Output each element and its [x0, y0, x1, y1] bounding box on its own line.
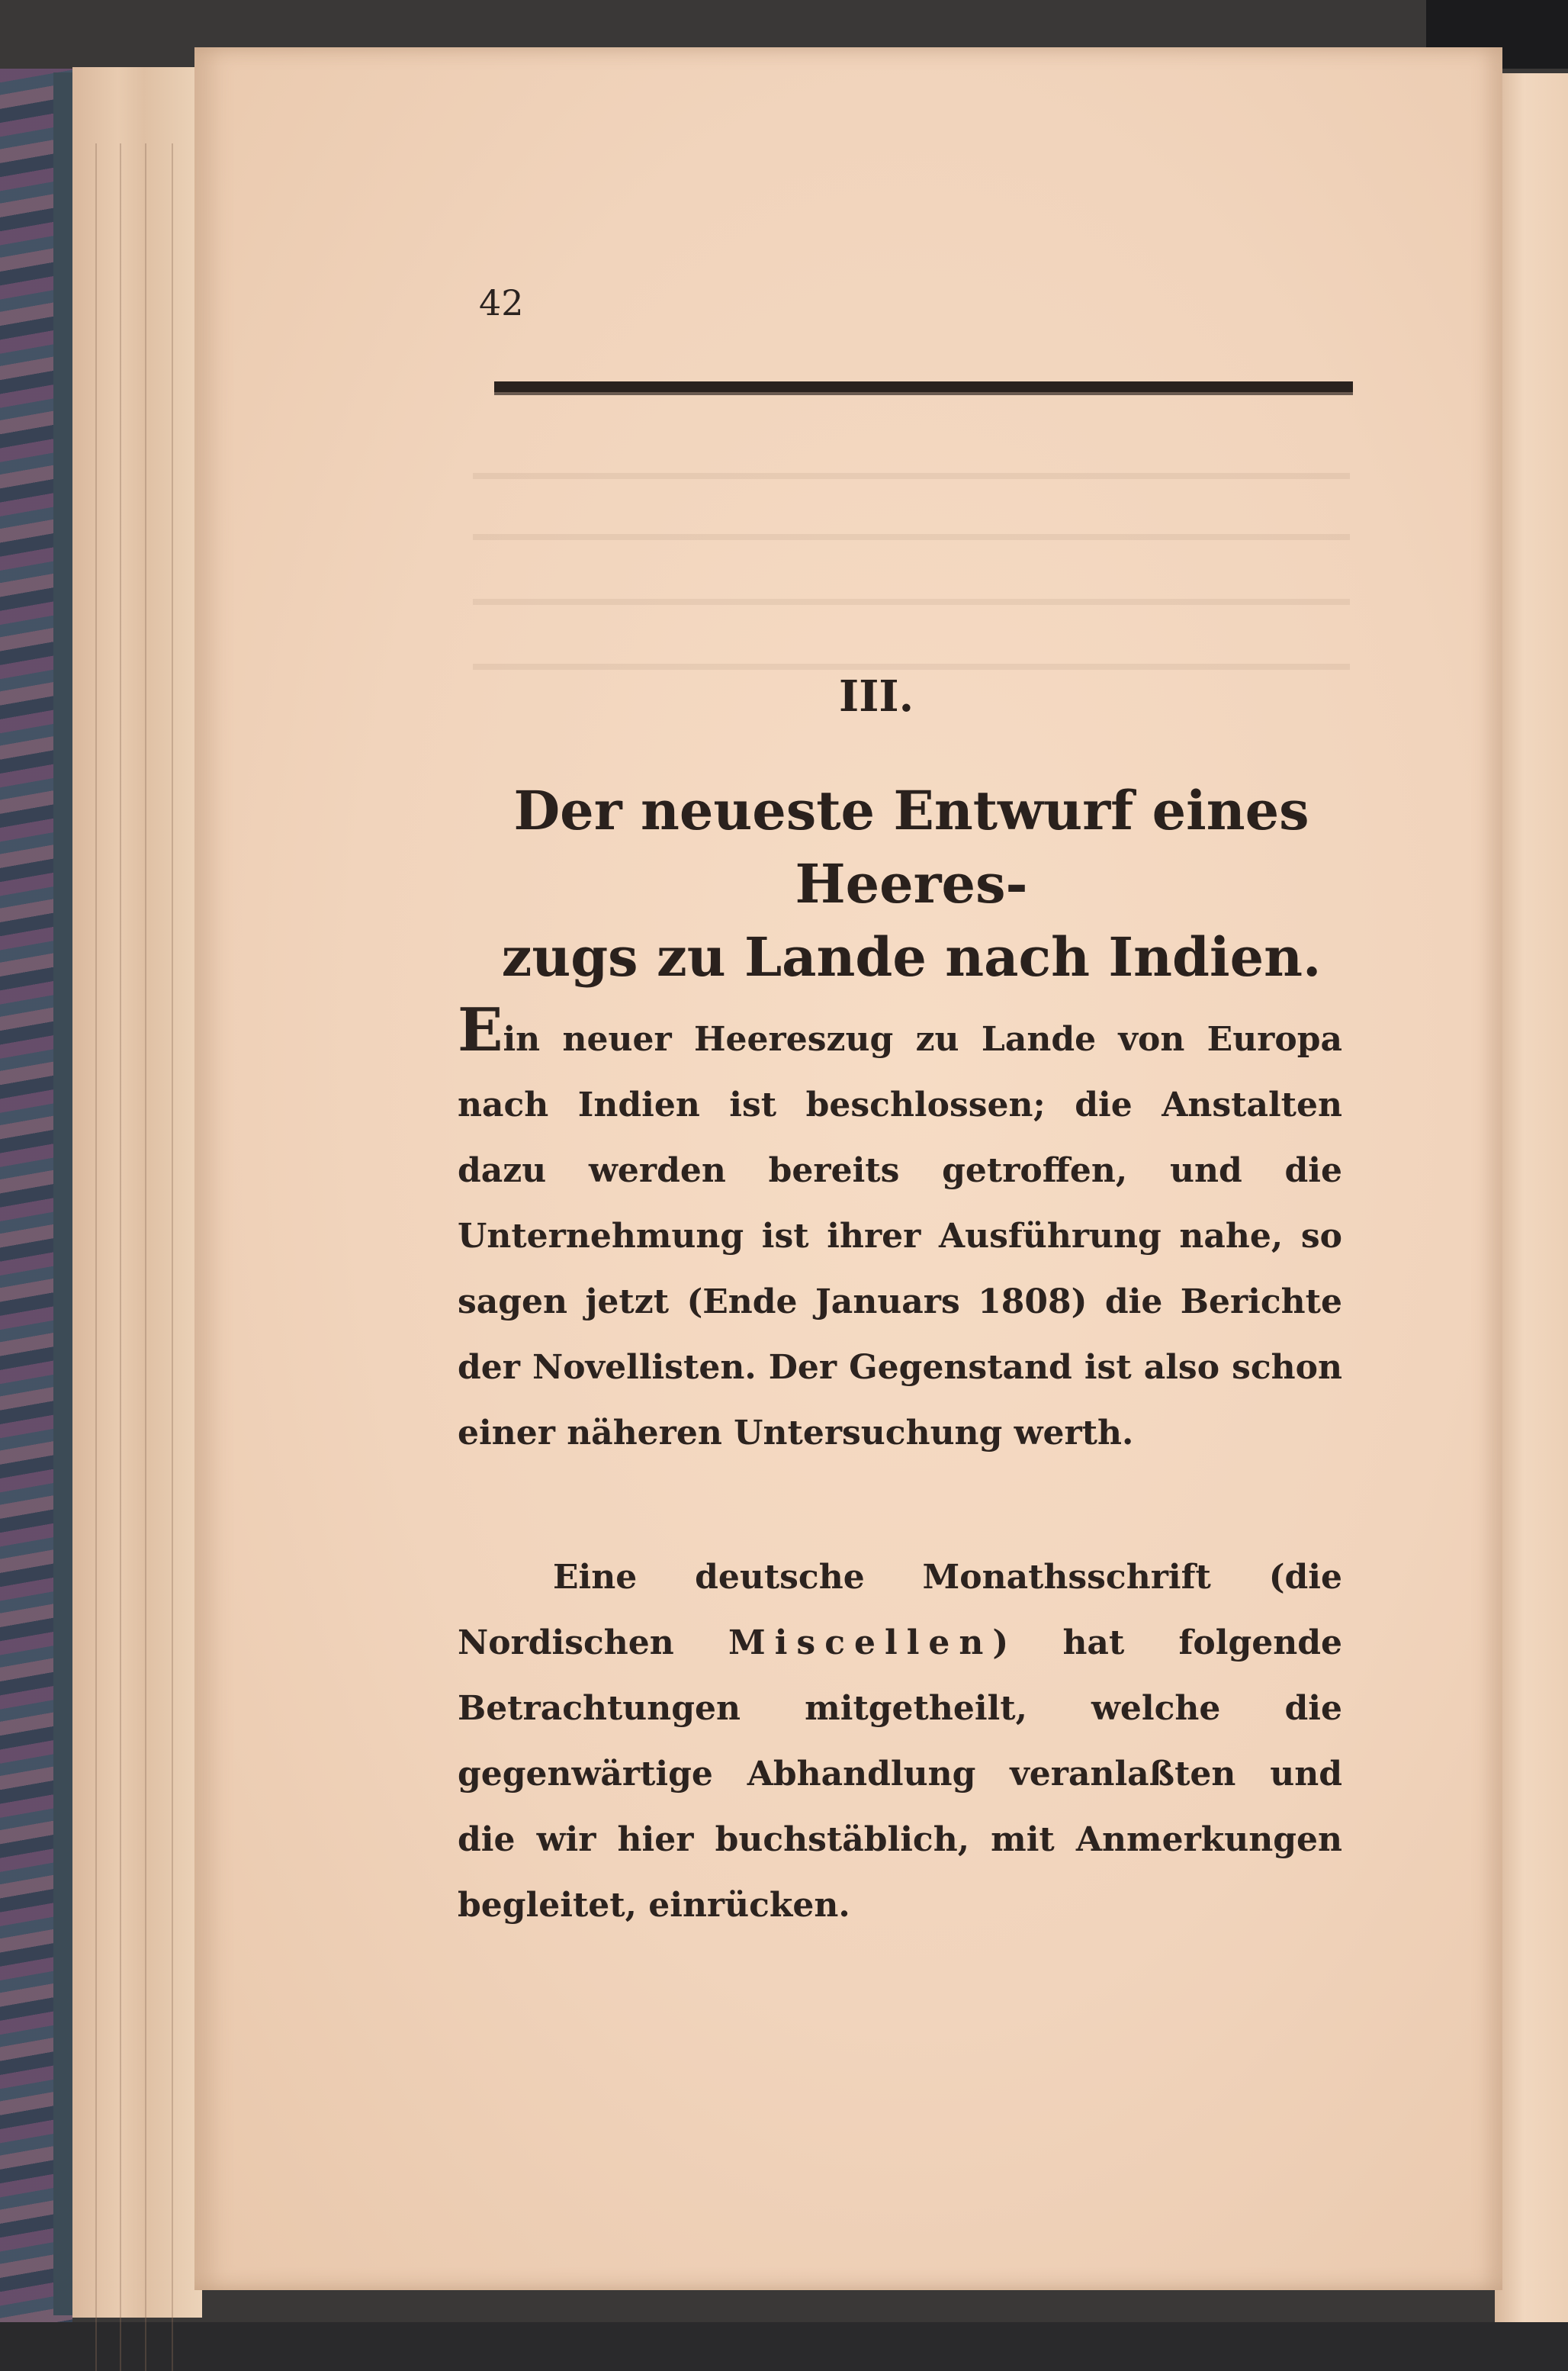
- title-line-2: zugs zu Lande nach Indien.: [501, 925, 1322, 989]
- page-number: 42: [479, 282, 524, 323]
- facing-page-edge: [1495, 73, 1568, 2322]
- paragraph-1-text: in neuer Heereszug zu Lande von Europa nach Indien ist beschlossen; die Anstalten dazu werden bereits getroffen, und die Unternehmung ist ihrer Ausführung nahe, so sagen jetzt (Ende Januars 1808) die Berichte der Novellisten. Der Gegenstand ist also schon einer näheren Untersuchung werth.: [458, 1020, 1342, 1453]
- page-edge-line: [120, 143, 121, 2371]
- title-line-1: Der neueste Entwurf eines Heeres-: [513, 779, 1309, 915]
- drop-cap: E: [458, 996, 503, 1065]
- show-through-line: [473, 599, 1350, 605]
- show-through-line: [473, 664, 1350, 670]
- paragraph-1: [458, 996, 1342, 1466]
- show-through-line: [473, 534, 1350, 540]
- header-rule: [494, 381, 1353, 395]
- chapter-title: [465, 774, 1358, 994]
- page-edge-line: [95, 143, 97, 2371]
- paragraph-2-spaced-title: Miscellen: [728, 1623, 993, 1662]
- show-through-line: [473, 473, 1350, 479]
- page-edge-line: [145, 143, 146, 2371]
- page-stack: [72, 67, 202, 2318]
- chapter-number: III.: [839, 671, 914, 722]
- paragraph-2-end: ) hat folgende Betrachtungen mitgetheilt, welche die gegenwärtige Abhandlung veranlaßten und die wir hier buchstäblich, mit Anmerkungen begleitet, einrücken.: [458, 1623, 1342, 1925]
- page-edge-line: [172, 143, 173, 2371]
- paragraph-2-start: Eine deutsche Monathsschrift (die Nordischen: [458, 1558, 1342, 1662]
- paragraph-2: [458, 1545, 1342, 1938]
